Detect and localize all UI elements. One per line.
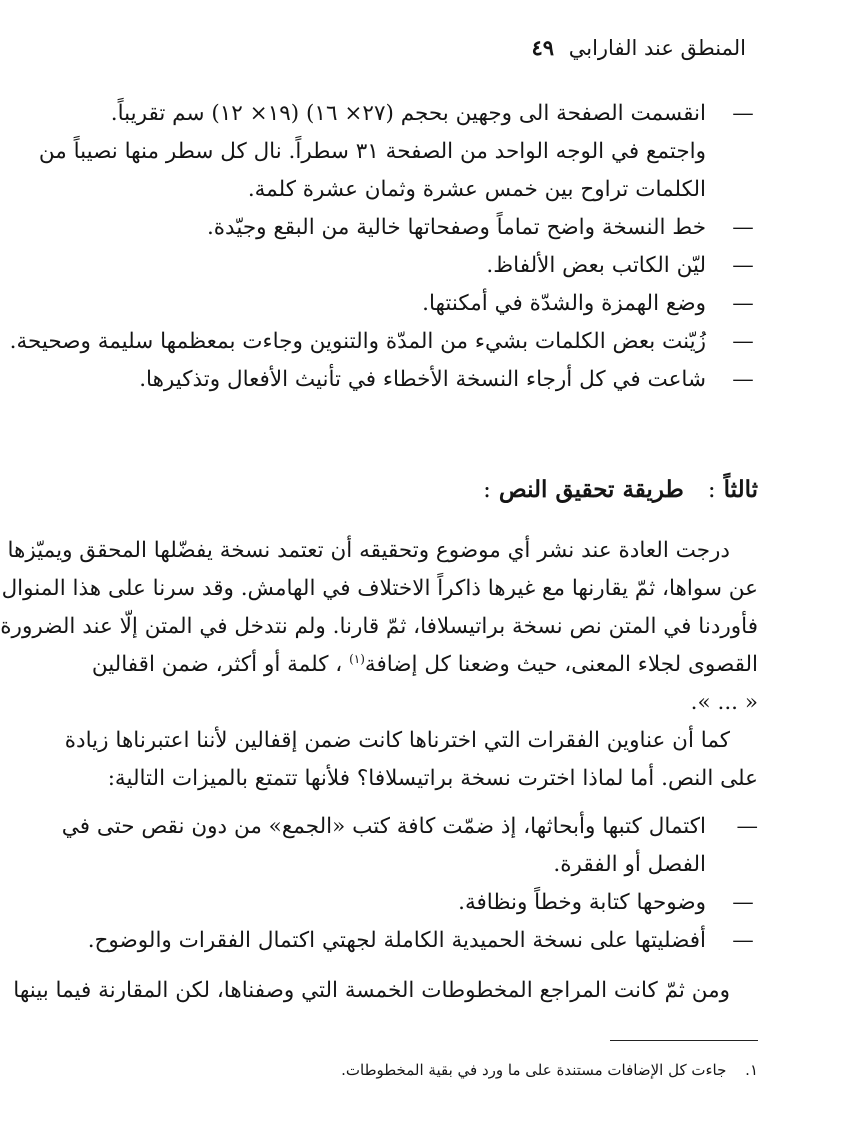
list-item-continuation: الفصل أو الفقرة. [553, 852, 706, 877]
section-title-colon: : [483, 477, 491, 503]
list-dash: — [732, 367, 754, 392]
list-item-text: خط النسخة واضح تماماً وصفحاتها خالية من البقع وجيّدة. [206, 215, 706, 240]
list-item-text: شاعت في كل أرجاء النسخة الأخطاء في تأنيث الأفعال وتذكيرها. [139, 367, 706, 392]
list-item [108, 361, 758, 399]
list-item [108, 95, 758, 133]
list-item-continuation: واجتمع في الوجه الواحد من الصفحة ٣١ سطراً. نال كل سطر منها نصيباً من [38, 139, 706, 164]
section-number: ثالثاً [723, 476, 758, 503]
list-item-continuation: الكلمات تراوح بين خمس عشرة وثمان عشرة كلمة. [247, 177, 706, 202]
list-dash: — [732, 928, 754, 953]
paragraph-line-text: القصوى لجلاء المعنى، حيث وضعنا كل إضافة [364, 652, 758, 677]
footnote-number: ١. [745, 1061, 758, 1079]
list-dash: — [732, 890, 754, 915]
page-number: ٤٩ [531, 35, 554, 60]
list-item [108, 884, 758, 922]
list-dash: — [736, 814, 758, 839]
list-item [87, 922, 758, 960]
list-dash: — [732, 101, 754, 126]
paragraph-line [91, 646, 758, 684]
list-item [9, 323, 758, 361]
paragraph-line: على النص. أما لماذا اخترت نسخة براتيسلافا؟ فلأنها تتمتع بالميزات التالية: [107, 766, 758, 791]
footnote-reference: (١) [349, 651, 365, 666]
section-heading [108, 470, 758, 510]
list-item-text: وضوحها كتابة وخطاً ونظافة. [458, 890, 706, 915]
paragraph-line: درجت العادة عند نشر أي موضوع وتحقيقه أن تعتمد نسخة يفضّلها المحقق ويميّزها [7, 538, 730, 563]
list-dash: — [732, 253, 754, 278]
features-list [61, 808, 758, 960]
paragraph-line: عن سواها، ثمّ يقارنها مع غيرها ذاكراً الاختلاف في الهامش. وقد سرنا على هذا المنوال [1, 576, 758, 601]
running-header [132, 30, 746, 66]
list-item [108, 247, 758, 285]
list-item [108, 285, 758, 323]
list-dash: — [732, 291, 754, 316]
manuscript-description-list [9, 95, 758, 399]
list-item [61, 808, 758, 846]
paragraph-line: كما أن عناوين الفقرات التي اخترناها كانت ضمن إقفالين لأننا اعتبرناها زيادة [64, 728, 730, 753]
list-dash: — [732, 329, 754, 354]
list-item-text: انقسمت الصفحة الى وجهين بحجم (٢٧× ١٦) (١٩× ١٢) سم تقريباً. [110, 101, 706, 126]
list-item-text: وضع الهمزة والشدّة في أمكنتها. [422, 291, 706, 316]
list-item-text: اكتمال كتبها وأبحاثها، إذ ضمّت كافة كتب «الجمع» من دون نقص حتى في [61, 814, 706, 839]
footnote-text: جاءت كل الإضافات مستندة على ما ورد في بقية المخطوطات. [341, 1061, 727, 1079]
list-dash: — [732, 215, 754, 240]
paragraph-headings-note [64, 722, 758, 798]
footnote-divider [610, 1040, 758, 1041]
footnote [108, 1057, 758, 1083]
running-title: المنطق عند الفارابي [568, 36, 746, 60]
paragraph-line-text: ، كلمة أو أكثر، ضمن اقفالين [91, 652, 343, 677]
paragraph-line: ومن ثمّ كانت المراجع المخطوطات الخمسة التي وصفناها، لكن المقارنة فيما بينها [13, 978, 730, 1003]
list-item-text: أفضليتها على نسخة الحميدية الكاملة لجهتي اكتمال الفقرات والوضوح. [87, 928, 706, 953]
paragraph-method [0, 532, 758, 722]
list-item-text: ليّن الكاتب بعض الألفاظ. [486, 253, 706, 278]
section-number-colon: : [707, 477, 716, 503]
list-item-text: زُيّنت بعض الكلمات بشيء من المدّة والتنوين وجاءت بمعظمها سليمة وصحيحة. [9, 329, 706, 354]
section-title: طريقة تحقيق النص [498, 476, 684, 503]
paragraph-line: « ... ». [690, 690, 758, 715]
paragraph-comparison [13, 972, 758, 1010]
list-item [108, 209, 758, 247]
paragraph-line: فأوردنا في المتن نص نسخة براتيسلافا، ثمّ قارنا. ولم نتدخل في المتن إلّا عند الضرورة [0, 614, 758, 639]
